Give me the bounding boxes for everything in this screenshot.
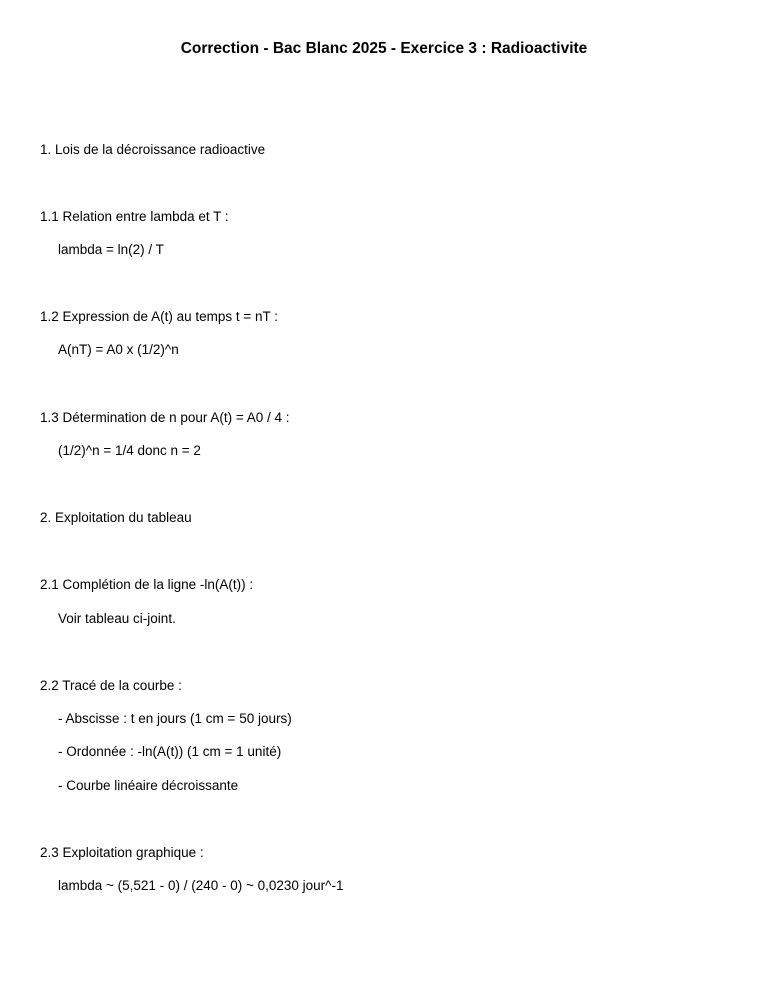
question-1-3-heading: 1.3 Détermination de n pour A(t) = A0 / 4 : xyxy=(40,410,290,425)
question-2-1-heading: 2.1 Complétion de la ligne -ln(A(t)) : xyxy=(40,577,254,592)
section-1-heading: 1. Lois de la décroissance radioactive xyxy=(40,142,266,157)
question-2-3-answer: lambda ~ (5,521 - 0) / (240 - 0) ~ 0,0230 jour^-1 xyxy=(58,878,344,893)
question-1-3-answer: (1/2)^n = 1/4 donc n = 2 xyxy=(58,443,201,458)
question-1-2-answer: A(nT) = A0 x (1/2)^n xyxy=(58,342,179,357)
list-item: - Ordonnée : -ln(A(t)) (1 cm = 1 unité) xyxy=(58,744,282,759)
question-2-2-heading: 2.2 Tracé de la courbe : xyxy=(40,678,182,693)
document-title: Correction - Bac Blanc 2025 - Exercice 3 : Radioactivite xyxy=(180,40,588,57)
list-item: - Abscisse : t en jours (1 cm = 50 jours) xyxy=(58,711,292,726)
question-2-3-heading: 2.3 Exploitation graphique : xyxy=(40,845,204,860)
list-item: - Courbe linéaire décroissante xyxy=(58,778,239,793)
question-2-1-answer: Voir tableau ci-joint. xyxy=(58,611,176,626)
question-1-2-heading: 1.2 Expression de A(t) au temps t = nT : xyxy=(40,309,278,324)
question-1-1-answer: lambda = ln(2) / T xyxy=(58,242,164,257)
section-2-heading: 2. Exploitation du tableau xyxy=(40,510,192,525)
question-1-1-heading: 1.1 Relation entre lambda et T : xyxy=(40,209,229,224)
